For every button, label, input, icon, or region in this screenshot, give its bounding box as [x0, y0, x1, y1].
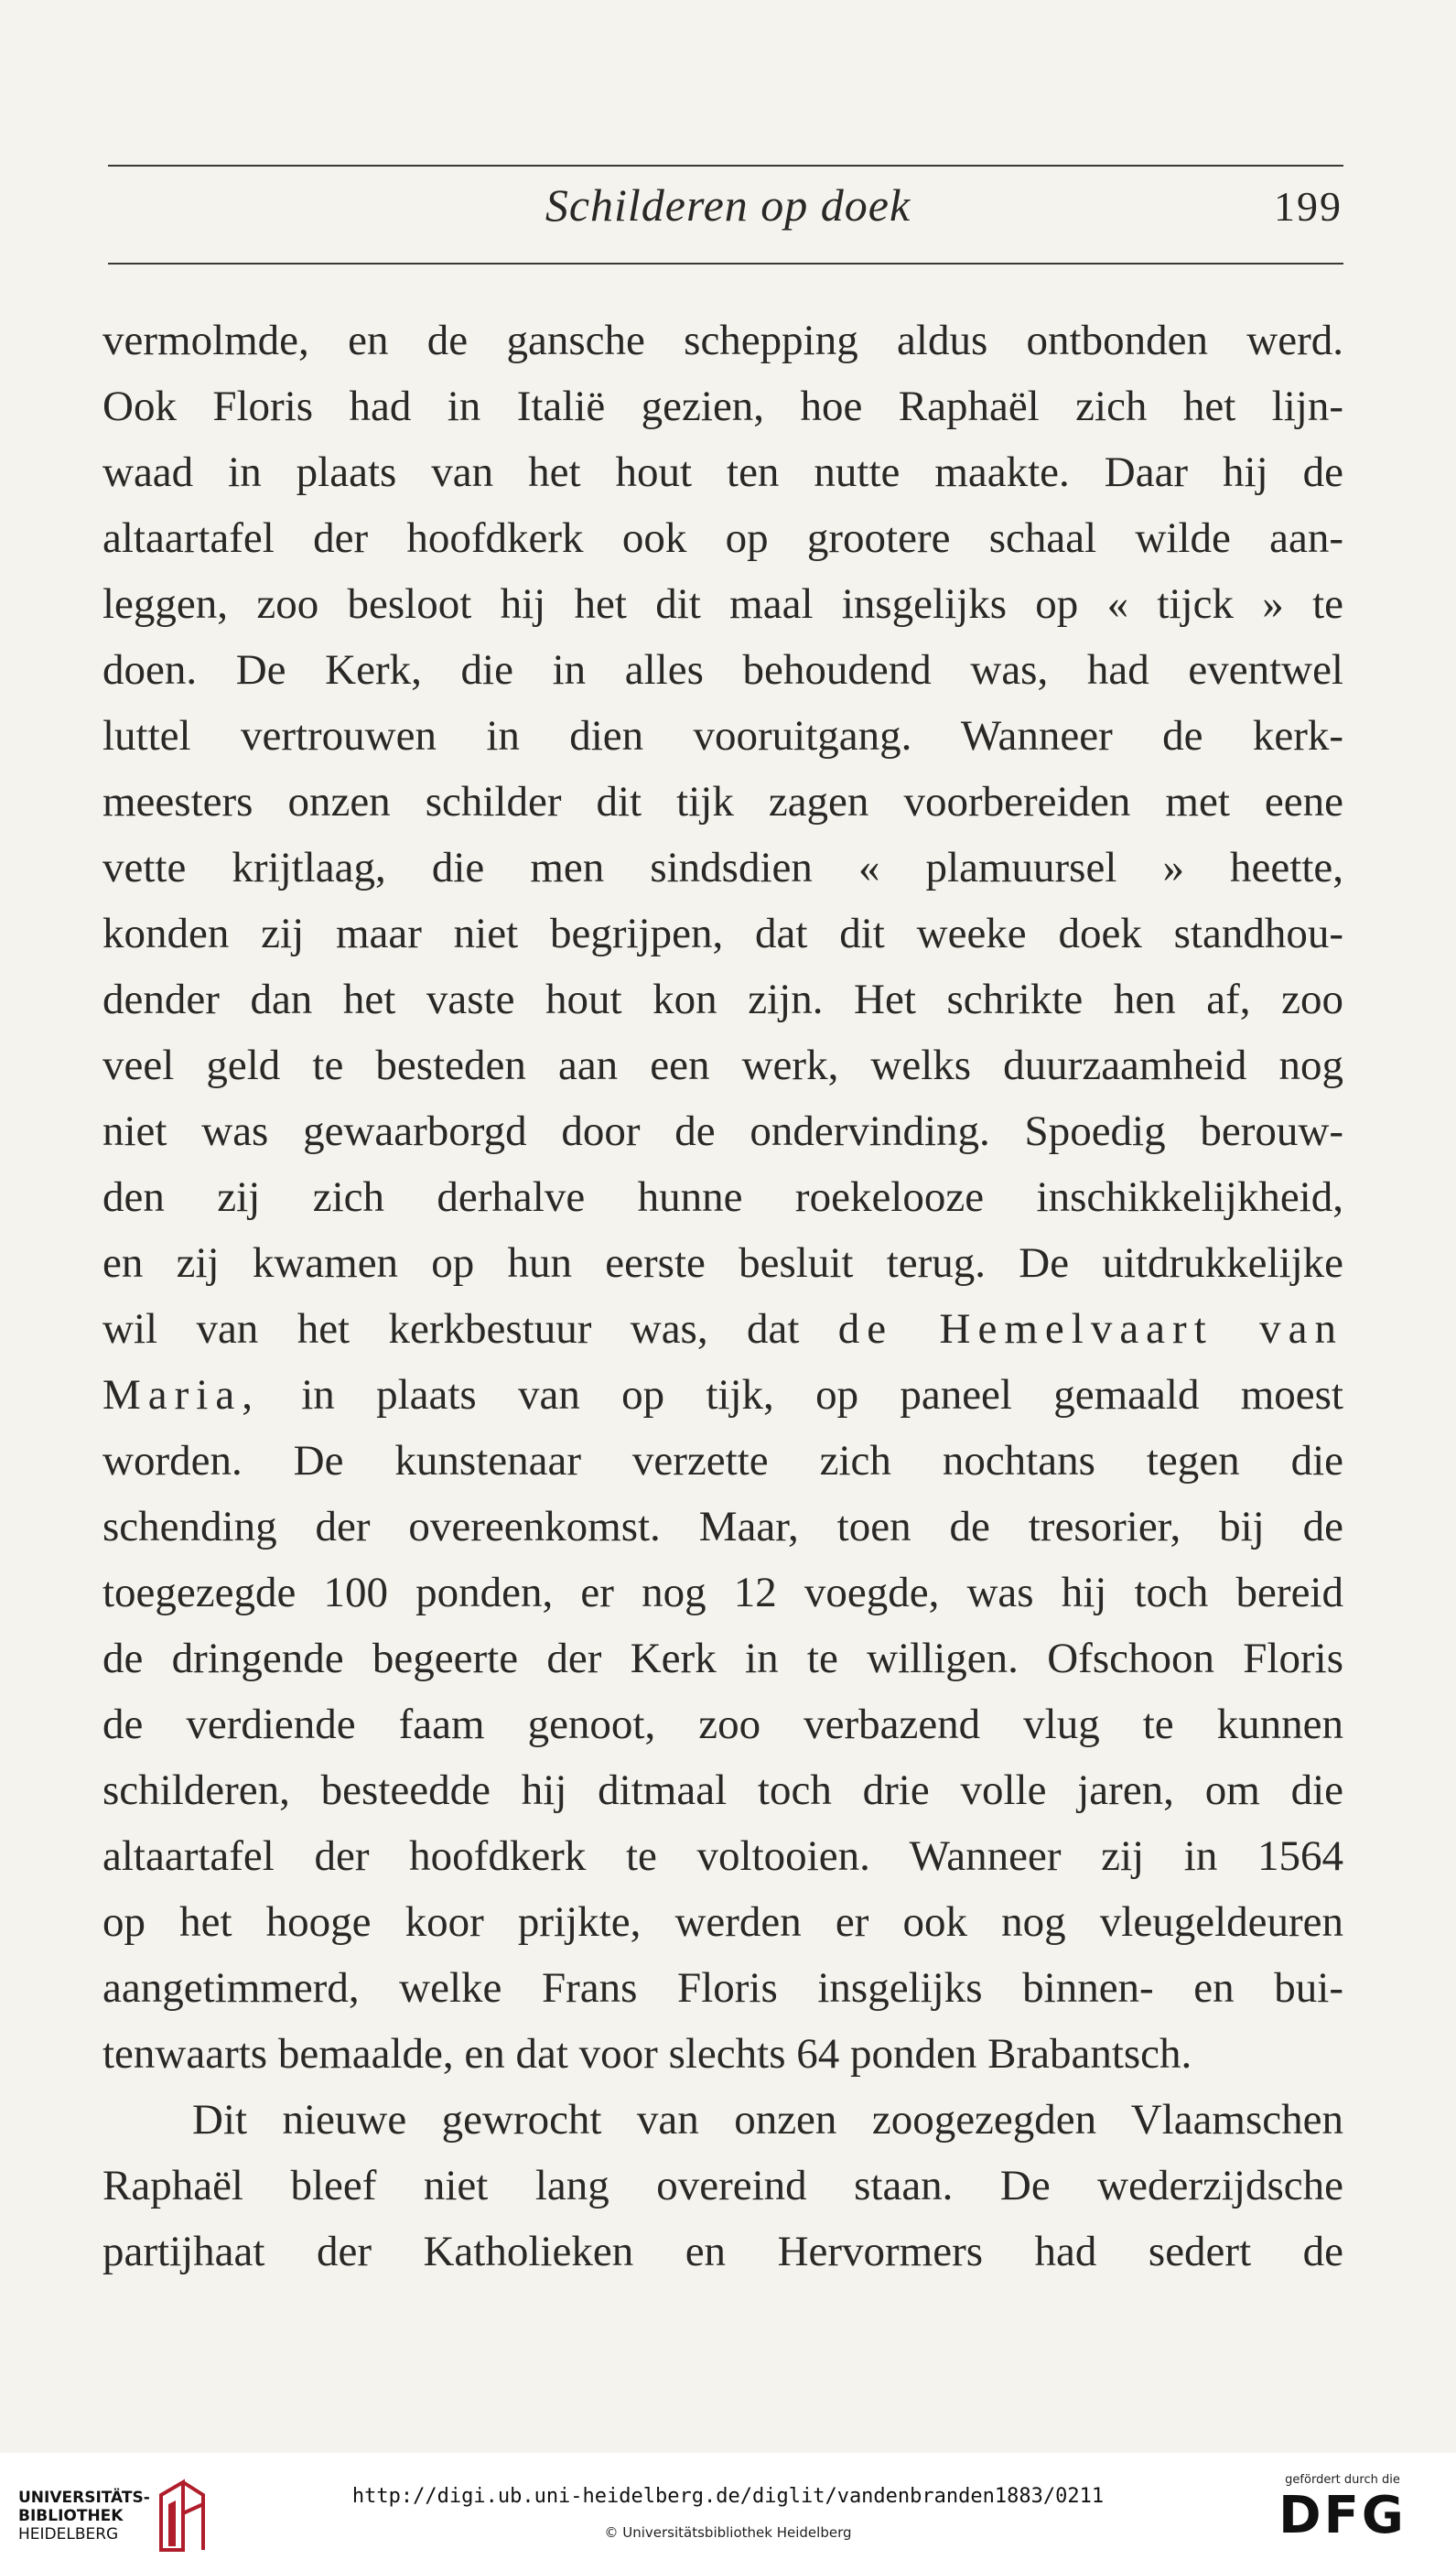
text-line: konden zij maar niet begrijpen, dat dit weeke doek standhou-: [102, 910, 1343, 957]
text-line: meesters onzen schilder dit tijk zagen voorbereiden met eene: [102, 778, 1343, 826]
text-segment: in plaats van op tijk, op paneel gemaald moest: [259, 1371, 1343, 1419]
text-line: schending der overeenkomst. Maar, toen de tresorier, bij de: [102, 1503, 1343, 1550]
source-url-link[interactable]: http://digi.ub.uni-heidelberg.de/diglit/vandenbranden1883/0211: [351, 2485, 1105, 2508]
text-line: altaartafel der hoofdkerk te voltooien. Wanneer zij in 1564: [102, 1832, 1343, 1880]
funder-logo[interactable]: [1266, 2473, 1419, 2545]
funder-caption: gefördert durch die: [1285, 2473, 1400, 2487]
text-line: Ook Floris had in Italië gezien, hoe Raphaël zich het lijn-: [102, 383, 1343, 430]
text-line-indented: Dit nieuwe gewrocht van onzen zoogezegden Vlaamschen: [192, 2096, 1343, 2144]
text-line: schilderen, besteedde hij ditmaal toch drie volle jaren, om die: [102, 1766, 1343, 1814]
spaced-title-segment: de Hemelvaart van: [837, 1305, 1343, 1353]
copyright-notice: © Universitätsbibliothek Heidelberg: [604, 2524, 852, 2541]
body-text: [102, 308, 1343, 2285]
text-line: en zij kwamen op hun eerste besluit terug. De uitdrukkelijke: [102, 1239, 1343, 1287]
text-line: partijhaat der Katholieken en Hervormers had sedert de: [102, 2228, 1343, 2275]
dfg-logo-icon: DFG: [1278, 2486, 1407, 2545]
text-line: leggen, zoo besloot hij het dit maal insgelijks op « tijck » te: [102, 580, 1343, 628]
page-number: 199: [1274, 183, 1343, 230]
text-line: luttel vertrouwen in dien vooruitgang. Wanneer de kerk-: [102, 712, 1343, 760]
library-name-line: HEIDELBERG: [18, 2525, 119, 2544]
library-name-line: UNIVERSITÄTS-: [18, 2489, 150, 2507]
text-line: doen. De Kerk, die in alles behoudend was, had eventwel: [102, 646, 1343, 694]
header-rule-bottom: [108, 263, 1343, 265]
text-segment: wil van het kerkbestuur was, dat: [102, 1305, 838, 1353]
text-line: dender dan het vaste hout kon zijn. Het schrikte hen af, zoo: [102, 976, 1343, 1023]
text-line-emphasis: [102, 1362, 1343, 1428]
text-line: altaartafel der hoofdkerk ook op grootere schaal wilde aan-: [102, 514, 1343, 562]
text-line: worden. De kunstenaar verzette zich nochtans tegen die: [102, 1437, 1343, 1485]
text-line: waad in plaats van het hout ten nutte maakte. Daar hij de: [102, 448, 1343, 496]
text-line: aangetimmerd, welke Frans Floris insgelijks binnen- en bui-: [102, 1964, 1343, 2012]
text-line: op het hooge koor prijkte, werden er ook nog vleugeldeuren: [102, 1898, 1343, 1946]
header-rule-top: [108, 165, 1343, 167]
text-line: den zij zich derhalve hunne roekelooze inschikkelijkheid,: [102, 1173, 1343, 1221]
footer-bar: [0, 2453, 1456, 2560]
text-line: veel geld te besteden aan een werk, welks duurzaamheid nog: [102, 1042, 1343, 1089]
text-line: de verdiende faam genoot, zoo verbazend vlug te kunnen: [102, 1701, 1343, 1748]
text-line: toegezegde 100 ponden, er nog 12 voegde, was hij toch bereid: [102, 1569, 1343, 1616]
text-line: Raphaël bleef niet lang overeind staan. De wederzijdsche: [102, 2162, 1343, 2209]
spaced-title-segment: Maria,: [102, 1371, 260, 1419]
text-line: vette krijtlaag, die men sindsdien « plamuursel » heette,: [102, 844, 1343, 891]
text-line: niet was gewaarborgd door de ondervinding. Spoedig berouw-: [102, 1107, 1343, 1155]
text-line-emphasis: [102, 1296, 1343, 1362]
text-line: tenwaarts bemaalde, en dat voor slechts 64 ponden Brabantsch.: [102, 2030, 1192, 2078]
running-title: Schilderen op doek: [545, 179, 911, 231]
text-line: vermolmde, en de gansche schepping aldus ontbonden werd.: [102, 317, 1343, 364]
text-line: de dringende begeerte der Kerk in te willigen. Ofschoon Floris: [102, 1635, 1343, 1682]
library-name-line: BIBLIOTHEK: [18, 2507, 124, 2525]
